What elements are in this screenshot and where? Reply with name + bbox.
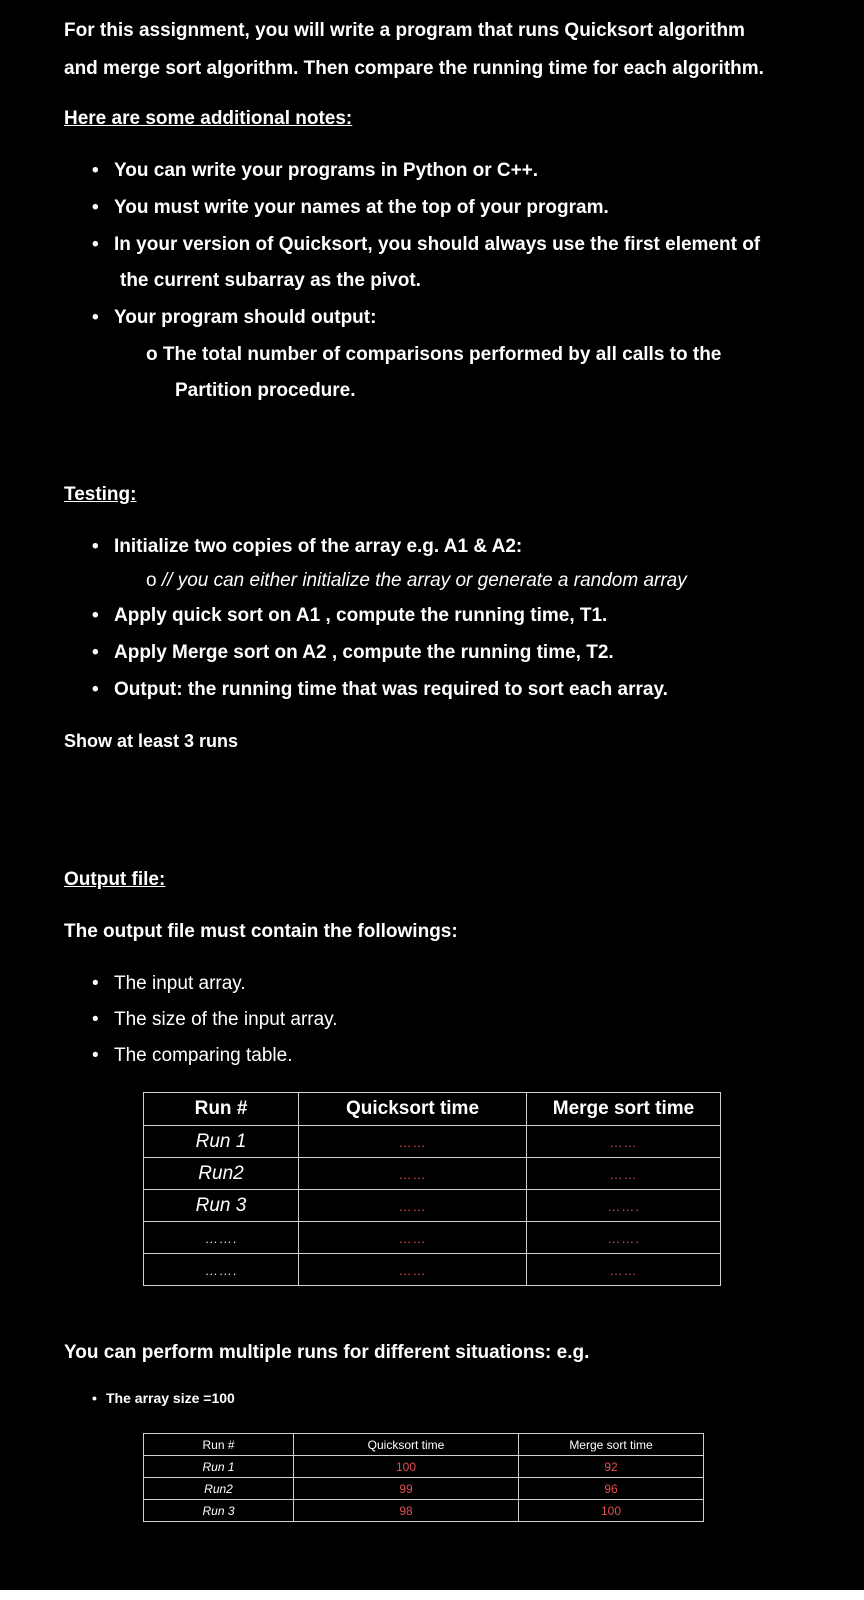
testing-item-text: Apply Merge sort on A2 , compute the running time, T2. bbox=[114, 642, 614, 663]
table-row bbox=[144, 1456, 704, 1478]
table-cell-quicksort: …… bbox=[299, 1254, 527, 1286]
notes-item-text: You must write your names at the top of your program. bbox=[114, 197, 609, 218]
bullet-icon: • bbox=[92, 197, 99, 218]
table-cell-quicksort: …… bbox=[299, 1126, 527, 1158]
table-cell-merge: 96 bbox=[519, 1478, 704, 1500]
table-header-cell: Run # bbox=[144, 1434, 294, 1456]
testing-item-4 bbox=[92, 679, 668, 701]
notes-item-3-continued: the current subarray as the pivot. bbox=[120, 270, 421, 291]
table-cell-merge: ……. bbox=[527, 1222, 721, 1254]
multiple-runs-note: You can perform multiple runs for different situations: e.g. bbox=[64, 1342, 590, 1363]
table-cell-merge: …… bbox=[527, 1158, 721, 1190]
table-cell-merge: …… bbox=[527, 1126, 721, 1158]
comparing-table-template bbox=[143, 1092, 721, 1286]
notes-item-2 bbox=[92, 197, 609, 219]
table-cell-run: Run 3 bbox=[144, 1500, 294, 1522]
testing-subitem bbox=[146, 570, 687, 592]
table-cell-quicksort: 98 bbox=[294, 1500, 519, 1522]
table-cell-run: Run 3 bbox=[144, 1190, 299, 1222]
output-item-3 bbox=[92, 1045, 293, 1067]
output-item-1 bbox=[92, 973, 246, 995]
table-header-cell: Merge sort time bbox=[519, 1434, 704, 1456]
table-cell-run: Run 1 bbox=[144, 1126, 299, 1158]
table-row bbox=[144, 1126, 721, 1158]
table-cell-run: ……. bbox=[144, 1222, 299, 1254]
table-cell-quicksort: 99 bbox=[294, 1478, 519, 1500]
notes-item-4 bbox=[92, 307, 376, 329]
testing-item-1 bbox=[92, 536, 522, 558]
bullet-icon: • bbox=[92, 1045, 99, 1066]
table-header-row bbox=[144, 1093, 721, 1126]
testing-item-text: Apply quick sort on A1 , compute the running time, T1. bbox=[114, 605, 608, 626]
bullet-icon: • bbox=[92, 307, 99, 328]
table-header-row bbox=[144, 1434, 704, 1456]
notes-subitem-1 bbox=[146, 344, 721, 366]
notes-subitem-text: The total number of comparisons performed by all calls to the bbox=[162, 344, 722, 365]
output-intro: The output file must contain the followings: bbox=[64, 921, 458, 942]
testing-item-text: Output: the running time that was required to sort each array. bbox=[114, 679, 668, 700]
table-cell-quicksort: 100 bbox=[294, 1456, 519, 1478]
intro-line-1: For this assignment, you will write a program that runs Quicksort algorithm bbox=[64, 20, 745, 41]
table-cell-quicksort: …… bbox=[299, 1190, 527, 1222]
notes-subitem-1-continued: Partition procedure. bbox=[175, 380, 356, 401]
bullet-icon: • bbox=[92, 973, 99, 994]
bullet-icon: • bbox=[92, 1390, 97, 1406]
sub-bullet-icon: o bbox=[146, 570, 157, 591]
table-cell-run: Run2 bbox=[144, 1158, 299, 1190]
bullet-icon: • bbox=[92, 234, 99, 255]
table-header-cell: Quicksort time bbox=[299, 1093, 527, 1126]
notes-item-3 bbox=[92, 234, 760, 256]
table-row bbox=[144, 1500, 704, 1522]
array-size-text: The array size =100 bbox=[106, 1390, 235, 1406]
testing-item-text: Initialize two copies of the array e.g. A1 & A2: bbox=[114, 536, 523, 557]
output-item-text: The input array. bbox=[114, 973, 246, 994]
table-header-cell: Run # bbox=[144, 1093, 299, 1126]
table-header-cell: Quicksort time bbox=[294, 1434, 519, 1456]
notes-item-text: You can write your programs in Python or C++. bbox=[114, 160, 539, 181]
table-cell-merge: 92 bbox=[519, 1456, 704, 1478]
table-cell-quicksort: …… bbox=[299, 1158, 527, 1190]
output-item-text: The comparing table. bbox=[114, 1045, 293, 1066]
output-item-text: The size of the input array. bbox=[114, 1009, 338, 1030]
table-row bbox=[144, 1254, 721, 1286]
table-cell-merge: ……. bbox=[527, 1190, 721, 1222]
output-heading: Output file: bbox=[64, 869, 166, 890]
table-cell-quicksort: …… bbox=[299, 1222, 527, 1254]
array-size-item bbox=[92, 1390, 235, 1406]
bullet-icon: • bbox=[92, 642, 99, 663]
testing-item-3 bbox=[92, 642, 614, 664]
notes-item-text: In your version of Quicksort, you should always use the first element of bbox=[114, 234, 761, 255]
bullet-icon: • bbox=[92, 1009, 99, 1030]
bullet-icon: • bbox=[92, 160, 99, 181]
bullet-icon: • bbox=[92, 536, 99, 557]
table-row bbox=[144, 1158, 721, 1190]
bullet-icon: • bbox=[92, 605, 99, 626]
table-cell-run: Run 1 bbox=[144, 1456, 294, 1478]
testing-heading: Testing: bbox=[64, 484, 137, 505]
table-row bbox=[144, 1222, 721, 1254]
intro-line-2: and merge sort algorithm. Then compare the running time for each algorithm. bbox=[64, 58, 764, 79]
table-cell-merge: 100 bbox=[519, 1500, 704, 1522]
testing-item-2 bbox=[92, 605, 607, 627]
testing-subitem-text: // you can either initialize the array or generate a random array bbox=[161, 570, 687, 591]
table-header-cell: Merge sort time bbox=[527, 1093, 721, 1126]
sub-bullet-icon: o bbox=[146, 344, 158, 365]
notes-item-1 bbox=[92, 160, 538, 182]
table-row bbox=[144, 1190, 721, 1222]
bullet-icon: • bbox=[92, 679, 99, 700]
output-item-2 bbox=[92, 1009, 338, 1031]
table-cell-merge: …… bbox=[527, 1254, 721, 1286]
table-cell-run: Run2 bbox=[144, 1478, 294, 1500]
table-row bbox=[144, 1478, 704, 1500]
notes-item-text: Your program should output: bbox=[114, 307, 377, 328]
example-table bbox=[143, 1433, 704, 1522]
notes-heading: Here are some additional notes: bbox=[64, 108, 353, 129]
show-runs-note: Show at least 3 runs bbox=[64, 731, 239, 751]
table-cell-run: ……. bbox=[144, 1254, 299, 1286]
